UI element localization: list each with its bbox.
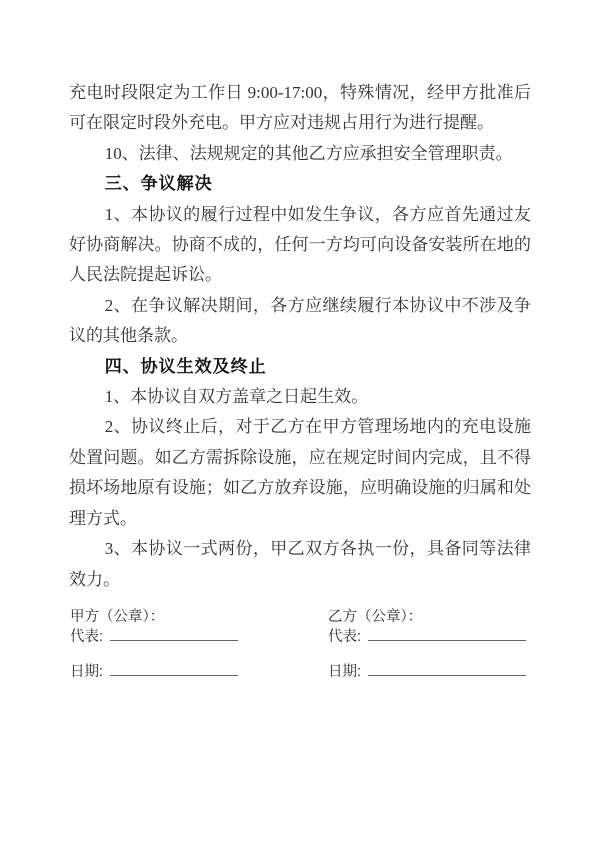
clause-10-legal-duties: 10、法律、法规规定的其他乙方应承担安全管理职责。	[104, 143, 513, 163]
party-b-date-label: 日期:	[328, 664, 362, 680]
party-a-representative-row	[70, 627, 328, 647]
section-heading-effectiveness-termination: 四、协议生效及终止	[104, 356, 267, 376]
clause-3-duplicate-copies: 3、本协议一式两份，甲乙双方各执一份，具备同等法律效力。	[69, 539, 531, 589]
party-b-representative-blank-line	[368, 627, 526, 641]
document-body	[69, 78, 531, 595]
section-heading-dispute-resolution: 三、争议解决	[104, 174, 213, 194]
party-b-representative-row	[328, 627, 530, 647]
party-b-signature-block	[328, 607, 530, 682]
clause-1-dispute-negotiation: 1、本协议的履行过程中如发生争议，各方应首先通过友好协商解决。协商不成的，任何一方均可向设备安装所在地的人民法院提起诉讼。	[69, 204, 531, 285]
paragraph-charging-time-continuation: 充电时段限定为工作日 9:00-17:00，特殊情况，经甲方批准后可在限定时段外充电。甲方应对违规占用行为进行提醒。	[69, 83, 531, 133]
party-b-date-row	[328, 662, 530, 682]
party-b-seal-label: 乙方（公章）：	[328, 609, 423, 625]
party-a-representative-blank-line	[110, 627, 238, 641]
party-b-date-blank-line	[368, 662, 526, 676]
party-a-date-label: 日期:	[70, 664, 104, 680]
signature-section	[70, 607, 530, 682]
party-a-date-blank-line	[110, 662, 238, 676]
party-a-signature-block	[70, 607, 328, 682]
clause-1-effective-date: 1、本协议自双方盖章之日起生效。	[104, 387, 369, 407]
clause-2-dispute-continue-performance: 2、在争议解决期间，各方应继续履行本协议中不涉及争议的其他条款。	[69, 295, 531, 346]
party-a-date-row	[70, 662, 328, 682]
party-a-seal-label: 甲方（公章）：	[70, 609, 165, 625]
party-b-representative-label: 代表:	[328, 629, 362, 645]
party-a-representative-label: 代表:	[70, 629, 104, 645]
clause-2-facility-disposal: 2、协议终止后，对于乙方在甲方管理场地内的充电设施处置问题。如乙方需拆除设施，应在规定时间内完成，且不得损坏场地原有设施；如乙方放弃设施，应明确设施的归属和处理方式。	[69, 417, 531, 528]
